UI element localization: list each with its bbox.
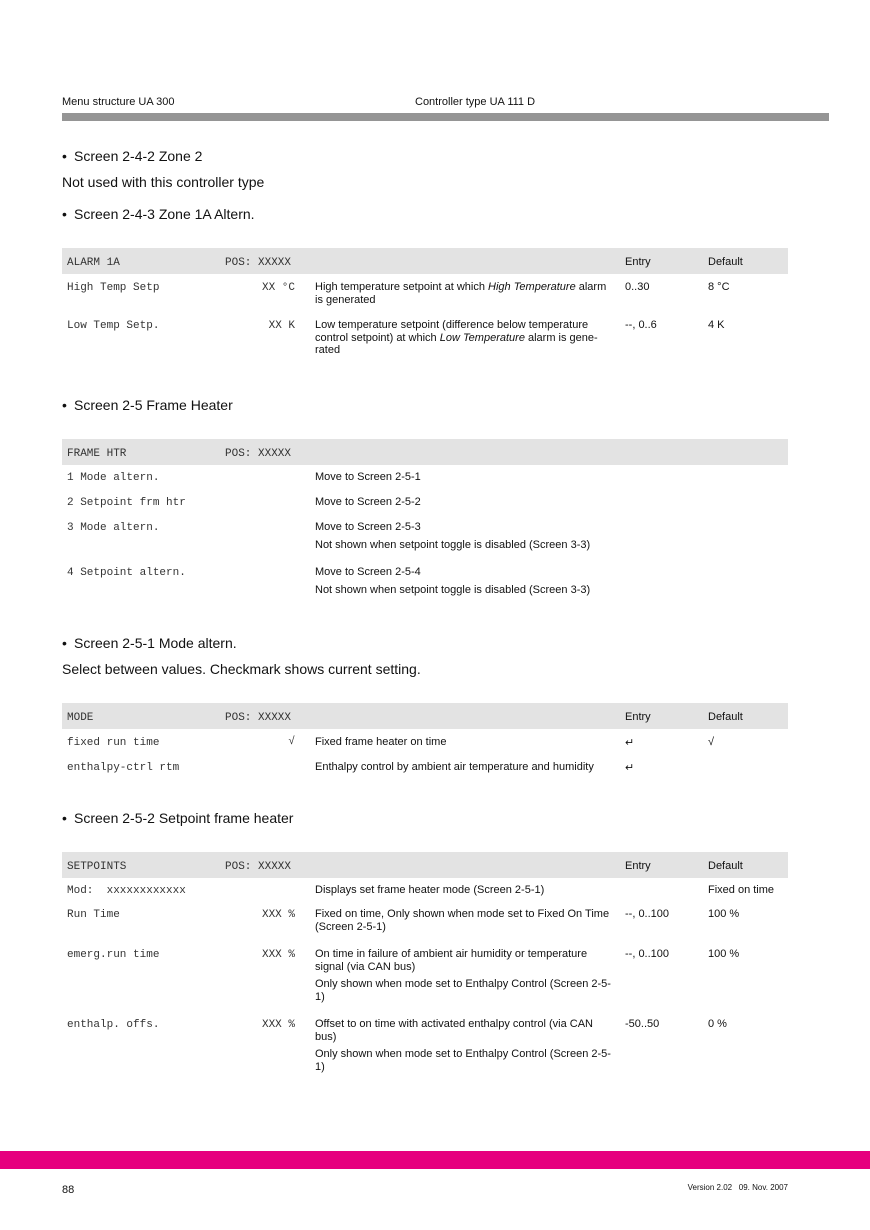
table-row (62, 465, 788, 490)
param-value: XXX % (261, 909, 295, 921)
table-row (62, 754, 788, 779)
param-name: Mod: xxxxxxxxxxxx (67, 885, 186, 897)
option-desc: Enthalpy control by ambient air temperature and humidity (315, 761, 594, 773)
param-desc: On time in failure of ambient air humidity or temperature signal (via CAN bus) Only shown when mode set to Enthalpy Control (Screen 2-5-1) (315, 948, 611, 1003)
table-row (62, 943, 788, 1013)
table-header (62, 852, 788, 878)
param-name: Low Temp Setp. (67, 320, 160, 332)
option-name: fixed run time (67, 737, 160, 749)
header-default: Default (708, 860, 743, 872)
enter-icon: ↵ (625, 737, 635, 749)
header-screen-name: SETPOINTS (67, 861, 127, 873)
param-default: 4 K (708, 319, 725, 331)
header-screen-name: FRAME HTR (67, 448, 127, 460)
checkmark-icon: √ (288, 736, 295, 748)
table-row (62, 515, 788, 560)
param-default: 100 % (708, 948, 740, 960)
enter-icon: ↵ (625, 762, 635, 774)
alarm-table (62, 248, 788, 363)
param-name: enthalp. offs. (67, 1019, 160, 1031)
header-pos: POS: XXXXX (225, 712, 292, 724)
header-screen-name: ALARM 1A (67, 257, 120, 269)
param-entry: --, 0..100 (625, 948, 670, 960)
page-number: 88 (62, 1184, 75, 1196)
frame-heater-table (62, 439, 788, 605)
section-zone1a-heading: • Screen 2-4-3 Zone 1A Altern. (62, 206, 255, 222)
header-pos: POS: XXXXX (225, 861, 292, 873)
param-value: XXX % (261, 1019, 295, 1031)
table-row (62, 490, 788, 515)
param-default: Fixed on time (708, 884, 775, 896)
table-header (62, 248, 788, 274)
section-mode-heading: • Screen 2-5-1 Mode altern. (62, 635, 237, 651)
param-value: XXX % (261, 949, 295, 961)
param-entry: -50..50 (625, 1018, 660, 1030)
table-row (62, 274, 788, 313)
bullet-icon: • (62, 397, 67, 413)
param-entry: 0..30 (625, 281, 650, 293)
param-default: 8 °C (708, 281, 730, 293)
menu-item-desc: Move to Screen 2-5-4 Not shown when setpoint toggle is disabled (Screen 3-3) (315, 566, 591, 596)
default-checkmark-icon: √ (708, 736, 715, 748)
header-entry: Entry (625, 860, 651, 872)
param-name: emerg.run time (67, 949, 160, 961)
header-pos: POS: XXXXX (225, 257, 292, 269)
menu-item: 1 Mode altern. (67, 472, 160, 484)
table-row (62, 903, 788, 943)
header-entry: Entry (625, 256, 651, 268)
menu-item-desc: Move to Screen 2-5-2 (315, 496, 421, 508)
param-value: XX °C (261, 282, 295, 294)
header-controller-type: Controller type UA 111 D (415, 96, 536, 108)
param-name: Run Time (67, 909, 120, 921)
section-setpoint-heading: • Screen 2-5-2 Setpoint frame heater (62, 810, 294, 826)
param-default: 100 % (708, 908, 740, 920)
menu-item: 2 Setpoint frm htr (67, 497, 186, 509)
header-rule (62, 113, 829, 121)
menu-item-desc: Move to Screen 2-5-3 Not shown when setpoint toggle is disabled (Screen 3-3) (315, 521, 591, 551)
menu-item-desc: Move to Screen 2-5-1 (315, 471, 421, 483)
header-default: Default (708, 256, 743, 268)
table-row (62, 1013, 788, 1083)
bullet-icon: • (62, 148, 67, 164)
param-desc: Fixed on time, Only shown when mode set to Fixed On Time (Screen 2-5-1) (315, 908, 610, 933)
table-header (62, 703, 788, 729)
table-row (62, 878, 788, 903)
param-value: XX K (268, 320, 295, 332)
param-default: 0 % (708, 1018, 727, 1030)
mode-table (62, 703, 788, 779)
table-row (62, 729, 788, 754)
bullet-icon: • (62, 206, 67, 222)
header-screen-name: MODE (67, 712, 94, 724)
param-desc: Displays set frame heater mode (Screen 2-5-1) (315, 884, 545, 896)
param-desc: Low temperature setpoint (difference below temperature control setpoint) at which Low Temperature alarm is generated (315, 319, 598, 356)
header-default: Default (708, 711, 743, 723)
footer-accent-bar (0, 1151, 870, 1169)
bullet-icon: • (62, 810, 67, 826)
param-desc: Offset to on time with activated enthalpy control (via CAN bus) Only shown when mode set to Enthalpy Control (Screen 2-5-1) (315, 1018, 611, 1073)
param-name: High Temp Setp (67, 282, 160, 294)
param-entry: --, 0..100 (625, 908, 670, 920)
section-mode-text: Select between values. Checkmark shows current setting. (62, 661, 421, 677)
menu-item: 3 Mode altern. (67, 522, 160, 534)
section-zone2-heading: • Screen 2-4-2 Zone 2 (62, 148, 203, 164)
bullet-icon: • (62, 635, 67, 651)
param-entry: --, 0..6 (625, 319, 657, 331)
header-doc-title: Menu structure UA 300 (62, 96, 175, 108)
menu-item: 4 Setpoint altern. (67, 567, 186, 579)
section-zone2-text: Not used with this controller type (62, 174, 265, 190)
table-header (62, 439, 788, 465)
header-entry: Entry (625, 711, 651, 723)
header-pos: POS: XXXXX (225, 448, 292, 460)
param-desc: High temperature setpoint at which High Temperature alarm is generated (315, 281, 607, 306)
option-name: enthalpy-ctrl rtm (67, 762, 180, 774)
option-desc: Fixed frame heater on time (315, 736, 447, 748)
section-frame-heater-heading: • Screen 2-5 Frame Heater (62, 397, 233, 413)
version-info: Version 2.02 09. Nov. 2007 (687, 1183, 788, 1192)
setpoints-table (62, 852, 788, 1083)
table-row (62, 313, 788, 363)
table-row (62, 560, 788, 605)
